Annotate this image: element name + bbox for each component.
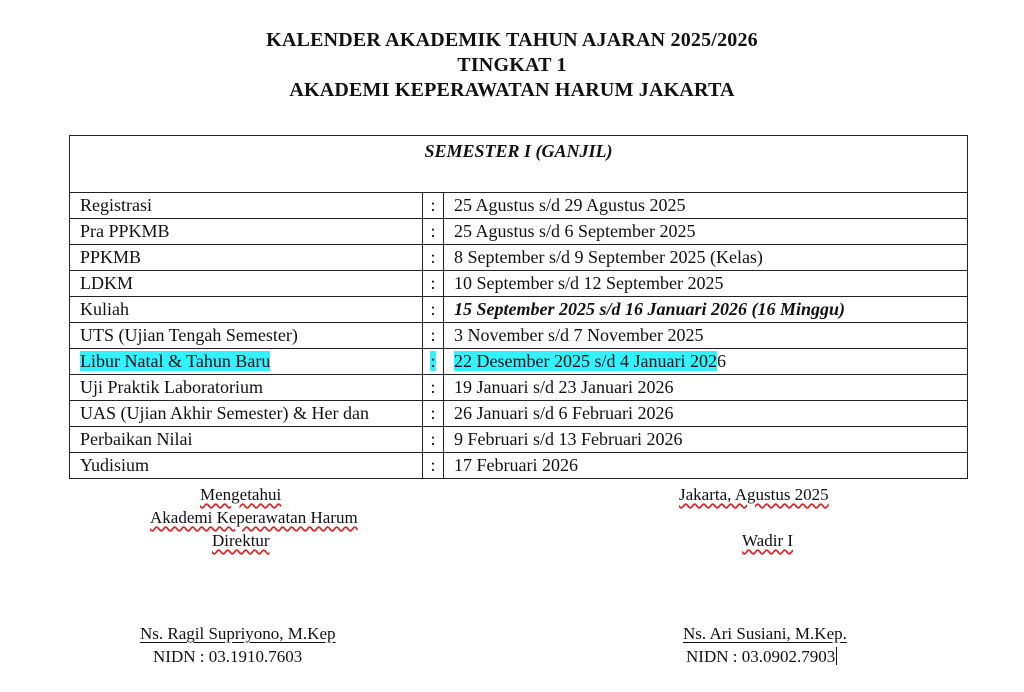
date-cell: 19 Januari s/d 23 Januari 2026 bbox=[444, 375, 968, 401]
text-cursor bbox=[836, 647, 837, 665]
separator-cell: : bbox=[423, 245, 444, 271]
date-cell: 25 Agustus s/d 6 September 2025 bbox=[444, 219, 968, 245]
table-row bbox=[70, 193, 968, 219]
date-cell: 8 September s/d 9 September 2025 (Kelas) bbox=[444, 245, 968, 271]
table-row bbox=[70, 271, 968, 297]
separator-cell: : bbox=[423, 297, 444, 323]
separator-cell: : bbox=[423, 375, 444, 401]
date-cell: 9 Februari s/d 13 Februari 2026 bbox=[444, 427, 968, 453]
right-signature-role: Wadir I bbox=[742, 531, 794, 550]
right-place-date: Jakarta, Agustus 2025 bbox=[679, 485, 829, 504]
semester-header-row bbox=[70, 136, 968, 193]
separator-cell: : bbox=[423, 219, 444, 245]
table-row bbox=[70, 297, 968, 323]
date-cell bbox=[444, 349, 968, 375]
separator-cell: : bbox=[423, 271, 444, 297]
right-signatory-name: Ns. Ari Susiani, M.Kep. bbox=[683, 624, 847, 643]
left-signature-institution: Akademi Keperawatan Harum bbox=[150, 508, 358, 527]
date-cell: 26 Januari s/d 6 Februari 2026 bbox=[444, 401, 968, 427]
left-signature-role: Direktur bbox=[212, 531, 270, 550]
activity-cell bbox=[70, 349, 423, 375]
document-title bbox=[0, 28, 1024, 103]
activity-cell: Kuliah bbox=[70, 297, 423, 323]
table-row bbox=[70, 219, 968, 245]
highlighted-text: 22 Desember 2025 s/d 4 Januari 202 bbox=[454, 351, 717, 371]
activity-cell: Pra PPKMB bbox=[70, 219, 423, 245]
date-cell: 10 September s/d 12 September 2025 bbox=[444, 271, 968, 297]
table-row bbox=[70, 323, 968, 349]
table-row bbox=[70, 375, 968, 401]
separator-cell: : bbox=[423, 323, 444, 349]
date-cell-emphasized: 15 September 2025 s/d 16 Januari 2026 (16 Minggu) bbox=[444, 297, 968, 323]
left-signatory-name: Ns. Ragil Supriyono, M.Kep bbox=[140, 624, 336, 643]
right-signatory-nidn: NIDN : 03.0902.7903 bbox=[686, 647, 836, 666]
left-signature-line-1: Mengetahui bbox=[200, 485, 282, 504]
date-cell: 3 November s/d 7 November 2025 bbox=[444, 323, 968, 349]
activity-cell: Perbaikan Nilai bbox=[70, 427, 423, 453]
date-cell: 17 Februari 2026 bbox=[444, 453, 968, 479]
separator-cell bbox=[423, 349, 444, 375]
separator-cell: : bbox=[423, 193, 444, 219]
highlighted-text: Libur Natal & Tahun Baru bbox=[80, 351, 271, 371]
table-row bbox=[70, 245, 968, 271]
title-line-3: AKADEMI KEPERAWATAN HARUM JAKARTA bbox=[289, 79, 735, 101]
activity-cell: Registrasi bbox=[70, 193, 423, 219]
activity-cell: LDKM bbox=[70, 271, 423, 297]
academic-calendar-table bbox=[69, 135, 968, 479]
separator-cell: : bbox=[423, 453, 444, 479]
title-line-2: TINGKAT 1 bbox=[457, 54, 567, 76]
date-tail: 6 bbox=[716, 351, 726, 371]
semester-header: SEMESTER I (GANJIL) bbox=[70, 136, 968, 193]
left-signatory-nidn: NIDN : 03.1910.7603 bbox=[153, 647, 303, 666]
date-cell: 25 Agustus s/d 29 Agustus 2025 bbox=[444, 193, 968, 219]
table-row bbox=[70, 453, 968, 479]
activity-cell: Yudisium bbox=[70, 453, 423, 479]
table-row-highlighted bbox=[70, 349, 968, 375]
separator-cell: : bbox=[423, 427, 444, 453]
activity-cell: Uji Praktik Laboratorium bbox=[70, 375, 423, 401]
separator-cell: : bbox=[423, 401, 444, 427]
title-line-1: KALENDER AKADEMIK TAHUN AJARAN 2025/2026 bbox=[266, 29, 758, 51]
table-row bbox=[70, 401, 968, 427]
table-row bbox=[70, 427, 968, 453]
activity-cell: UTS (Ujian Tengah Semester) bbox=[70, 323, 423, 349]
activity-cell: UAS (Ujian Akhir Semester) & Her dan bbox=[70, 401, 423, 427]
activity-cell: PPKMB bbox=[70, 245, 423, 271]
highlighted-text: : bbox=[430, 351, 436, 371]
